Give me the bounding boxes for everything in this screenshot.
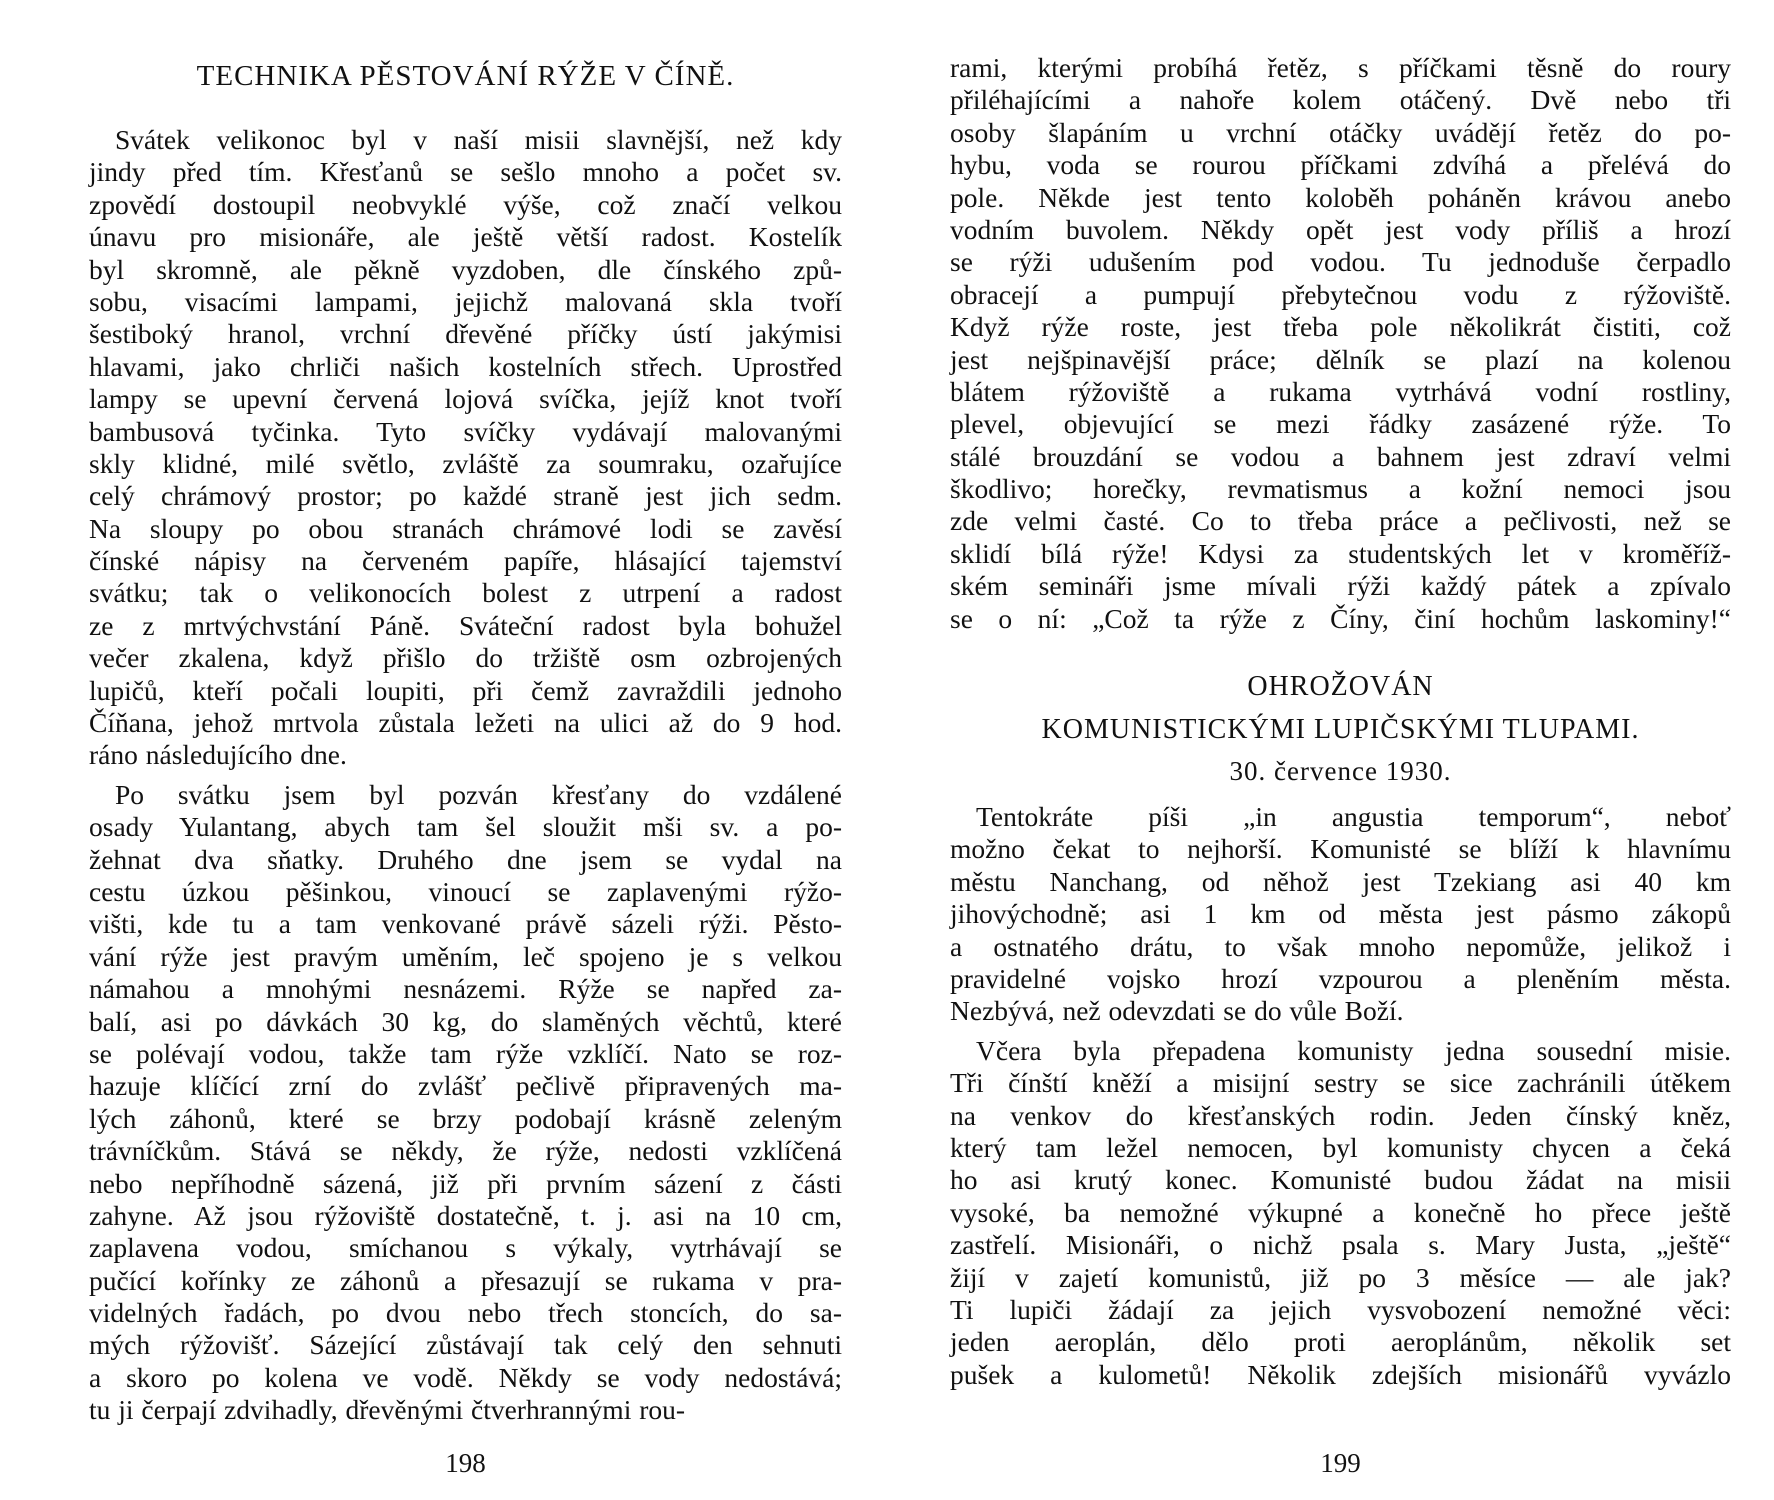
text-line: únavu pro misionáře, ale ještě větší radost. Kostelík <box>89 221 842 253</box>
text-line: šestiboký hranol, vrchní dřevěné příčky ústí jakýmisi <box>89 318 842 350</box>
text-line: mých rýžovišť. Sázející zůstávají tak celý den sehnuti <box>89 1329 842 1361</box>
text-line: cestu úzkou pěšinkou, vinoucí se zaplavenými rýžo- <box>89 875 842 907</box>
text-line: škodlivo; horečky, revmatismus a kožní nemoci jsou <box>950 473 1731 505</box>
text-line: sklidí bílá rýže! Kdysi za studentských let v kroměříž- <box>950 537 1731 569</box>
page-number: 199 <box>1320 1448 1361 1478</box>
text-line: jihovýchodně; asi 1 km od města jest pásmo zákopů <box>950 898 1731 930</box>
text-line: Tři čínští kněží a misijní sestry se sice zachránili útěkem <box>950 1067 1731 1099</box>
text-line: pučící kořínky ze záhonů a přesazují se rukama v pra- <box>89 1264 842 1296</box>
text-line: hybu, voda se rourou příčkami zdvíhá a přelévá do <box>950 149 1731 181</box>
text-line: Nezbývá, než odevzdati se do vůle Boží. <box>950 995 1404 1027</box>
text-line: rami, kterými probíhá řetěz, s příčkami těsně do roury <box>950 52 1731 83</box>
paragraph <box>950 801 1731 1028</box>
page-right <box>880 0 1774 1500</box>
text-line: ském semináři jsme mívali rýži každý pátek a zpívalo <box>950 570 1731 602</box>
page-left <box>0 0 880 1500</box>
text-line: zde velmi časté. Co to třeba práce a pečlivosti, než se <box>950 505 1731 537</box>
text-line: vání rýže jest pravým uměním, leč spojeno je s velkou <box>89 940 842 972</box>
text-line: Když rýže roste, jest třeba pole několikrát čistiti, což <box>950 311 1731 343</box>
text-line: Číňana, jehož mrtvola zůstala ležeti na ulici až do 9 hod. <box>89 707 842 739</box>
text-line: bambusová tyčinka. Tyto svíčky vydávají malovanými <box>89 415 842 447</box>
text-line: hlavami, jako chrliči našich kostelních střech. Uprostřed <box>89 350 842 382</box>
text-line: tu ji čerpají zdvihadly, dřevěnými čtverhrannými rou- <box>89 1394 686 1426</box>
text-line: večer zkalena, když přišlo do tržiště osm ozbrojených <box>89 642 842 674</box>
chapter-title: TECHNIKA PĚSTOVÁNÍ RÝŽE V ČÍNĚ. <box>196 60 735 92</box>
text-line: balí, asi po dávkách 30 kg, do slaměných věchtů, které <box>89 1005 842 1037</box>
text-line: čínské nápisy na červeném papíře, hlásající tajemství <box>89 545 842 577</box>
paragraph <box>89 779 842 1427</box>
text-line: který tam ležel nemocen, byl komunisty chycen a čeká <box>950 1131 1731 1163</box>
text-line: zpovědí dostoupil neobvyklé výše, což značí velkou <box>89 188 842 220</box>
text-line: videlných řadách, po dvou nebo třech stoncích, do sa- <box>89 1297 842 1329</box>
text-line: městu Nanchang, od něhož jest Tzekiang asi 40 km <box>950 865 1731 897</box>
section-heading: OHROŽOVÁN <box>1247 671 1434 703</box>
text-line: Svátek velikonoc byl v naší misii slavnější, než kdy <box>115 124 842 155</box>
text-line: ze z mrtvýchvstání Páně. Sváteční radost byla bohužel <box>89 609 842 641</box>
text-line: zahyne. Až jsou rýžoviště dostatečně, t. j. asi na 10 cm, <box>89 1199 842 1231</box>
text-line: ho asi krutý konec. Komunisté budou žádat na misii <box>950 1164 1731 1196</box>
text-line: na venkov do křesťanských rodin. Jeden čínský kněz, <box>950 1099 1731 1131</box>
text-line: sobu, visacími lampami, jejichž malovaná skla tvoří <box>89 285 842 317</box>
text-line: byl skromně, ale pěkně vyzdoben, dle čínského způ- <box>89 253 842 285</box>
section-heading: KOMUNISTICKÝMI LUPIČSKÝMI TLUPAMI. <box>1041 714 1640 746</box>
text-line: jindy před tím. Křesťanů se sešlo mnoho a počet sv. <box>89 156 842 188</box>
text-line: celý chrámový prostor; po každé straně jest jich sedm. <box>89 480 842 512</box>
text-line: žehnat dva sňatky. Druhého dne jsem se vydal na <box>89 843 842 875</box>
text-line: žijí v zajetí komunistů, již po 3 měsíce — ale jak? <box>950 1261 1731 1293</box>
text-line: Na sloupy po obou stranách chrámové lodi se zavěsí <box>89 512 842 544</box>
text-line: Po svátku jsem byl pozván křesťany do vzdálené <box>115 778 842 810</box>
paragraph <box>950 52 1731 635</box>
text-line: plevel, objevující se mezi řádky zasázené rýže. To <box>950 408 1731 440</box>
text-line: se o ní: „Což ta rýže z Číny, činí hochům laskominy!“ <box>950 602 1731 634</box>
text-line: stálé brouzdání se vodou a bahnem jest zdraví velmi <box>950 440 1731 472</box>
paragraph <box>89 124 842 772</box>
text-line: osady Yulantang, abych tam šel sloužit mši sv. a po- <box>89 811 842 843</box>
text-line: lých záhonů, které se brzy podobají krásně zeleným <box>89 1102 842 1134</box>
text-line: trávníčkům. Stává se někdy, že rýže, nedosti vzklíčená <box>89 1135 842 1167</box>
text-column <box>950 52 1731 1398</box>
text-line: vodním buvolem. Někdy opět jest vody příliš a hrozí <box>950 213 1731 245</box>
text-line: skly klidné, milé světlo, zvláště za soumraku, ozařujíce <box>89 447 842 479</box>
text-line: vysoké, ba nemožné výkupné a konečně ho přece ještě <box>950 1196 1731 1228</box>
text-line: a ostnatého drátu, to však mnoho nepomůže, jelikož i <box>950 930 1731 962</box>
text-line: pravidelné vojsko hrozí vzpourou a pleněním města. <box>950 962 1731 994</box>
page-number: 198 <box>445 1448 486 1478</box>
text-line: možno čekat to nejhorší. Komunisté se blíží k hlavnímu <box>950 833 1731 865</box>
text-line: jeden aeroplán, dělo proti aeroplánům, několik set <box>950 1326 1731 1358</box>
text-line: lupičů, kteří počali loupiti, při čemž zavraždili jednoho <box>89 674 842 706</box>
text-line: obracejí a pumpují přebytečnou vodu z rýžoviště. <box>950 278 1731 310</box>
text-line: se polévají vodou, takže tam rýže vzklíčí. Nato se roz- <box>89 1037 842 1069</box>
text-line: višti, kde tu a tam venkované právě sázeli rýži. Pěsto- <box>89 908 842 940</box>
text-line: hazuje klíčící zrní do zvlášť pečlivě připravených ma- <box>89 1070 842 1102</box>
text-line: přiléhajícími a nahoře kolem otáčený. Dvě nebo tři <box>950 84 1731 116</box>
text-line: lampy se upevní červená lojová svíčka, jejíž knot tvoří <box>89 383 842 415</box>
text-line: se rýži udušením pod vodou. Tu jednoduše čerpadlo <box>950 246 1731 278</box>
text-line: zastřelí. Misionáři, o nichž psala s. Mary Justa, „ještě“ <box>950 1229 1731 1261</box>
text-line: blátem rýžoviště a rukama vytrhává vodní rostliny, <box>950 375 1731 407</box>
text-line: jest nejšpinavější práce; dělník se plazí na kolenou <box>950 343 1731 375</box>
text-line: a skoro po kolena ve vodě. Někdy se vody nedostává; <box>89 1361 842 1393</box>
text-line: pušek a kulometů! Několik zdejších misionářů vyvázlo <box>950 1358 1731 1390</box>
section-date: 30. července 1930. <box>1229 756 1452 787</box>
text-line: Včera byla přepadena komunisty jedna sousední misie. <box>976 1034 1731 1066</box>
text-column <box>89 124 842 1434</box>
paragraph <box>950 1035 1731 1391</box>
text-line: ráno následujícího dne. <box>89 739 347 771</box>
text-line: nebo nepříhodně sázená, již při prvním sázení z části <box>89 1167 842 1199</box>
text-line: osoby šlapáním u vrchní otáčky uvádějí řetěz do po- <box>950 116 1731 148</box>
text-line: svátku; tak o velikonocích bolest z utrpení a radost <box>89 577 842 609</box>
text-line: námahou a mnohými nesnázemi. Rýže se napřed za- <box>89 973 842 1005</box>
text-line: zaplavena vodou, smíchanou s výkaly, vytrhávají se <box>89 1232 842 1264</box>
text-line: Tentokráte píši „in angustia temporum“, neboť <box>976 801 1731 833</box>
text-line: Ti lupiči žádají za jejich vysvobození nemožné věci: <box>950 1293 1731 1325</box>
text-line: pole. Někde jest tento koloběh poháněn krávou anebo <box>950 181 1731 213</box>
